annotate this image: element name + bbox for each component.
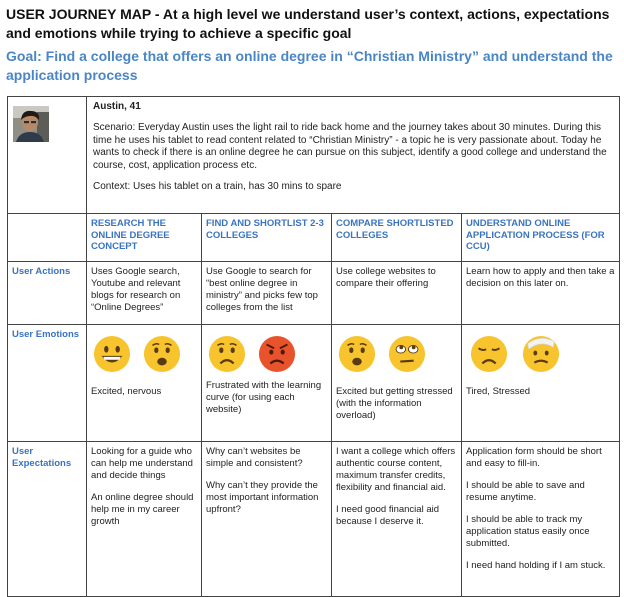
frowning-face-icon — [208, 335, 246, 373]
surprised-face-icon — [338, 335, 376, 373]
surprised-face-icon — [143, 335, 181, 373]
expectation-item: Looking for a guide who can help me understand and decide things — [91, 446, 193, 481]
action-shortlist: Use Google to search for “best online degree in ministry” and picks few top colleges from the list — [202, 262, 332, 325]
expectation-item: Why can’t websites be simple and consistent? — [206, 446, 303, 469]
expectations-shortlist — [202, 442, 332, 597]
action-compare: Use college websites to compare their offering — [332, 262, 462, 325]
sad-face-icon — [470, 335, 508, 373]
expectation-item: I need good financial aid because I deserve it. — [336, 504, 439, 527]
emotion-text-shortlist: Frustrated with the learning curve (for using each website) — [206, 380, 322, 415]
expectation-item: Why can’t they provide the most important information upfront? — [206, 480, 319, 515]
expectations-research — [87, 442, 202, 597]
emotion-text-research: Excited, nervous — [91, 386, 162, 397]
persona-context: Context: Uses his tablet on a train, has 30 mins to spare — [93, 181, 342, 192]
emotion-shortlist — [202, 325, 332, 442]
rolling-eyes-face-icon — [388, 335, 426, 373]
emotion-compare — [332, 325, 462, 442]
persona-name: Austin, 41 — [93, 101, 141, 112]
emotion-text-compare: Excited but getting stressed (with the information overload) — [336, 386, 453, 421]
stage-title-apply: UNDERSTAND ONLINE APPLICATION PROCESS (FOR CCU) — [462, 214, 620, 262]
stage-title-shortlist: FIND AND SHORTLIST 2-3 COLLEGES — [202, 214, 332, 262]
expectation-item: I want a college which offers authentic course content, maximum transfer credits, flexibility and financial aid. — [336, 446, 456, 493]
grinning-face-icon — [93, 335, 131, 373]
avatar-cell — [8, 97, 87, 214]
expectation-item: I should be able to track my application status easily once submitted. — [466, 514, 590, 549]
expectations-apply — [462, 442, 620, 597]
persona-cell — [87, 97, 620, 214]
expectation-item: I need hand holding if I am stuck. — [466, 560, 606, 571]
action-research: Uses Google search, Youtube and relevant blogs for research on “Online Degrees” — [87, 262, 202, 325]
expectations-compare — [332, 442, 462, 597]
row-label-expectations-line2: Expectations — [12, 458, 72, 469]
angry-face-icon — [258, 335, 296, 373]
row-label-expectations-line1: User — [12, 446, 34, 457]
emotion-apply — [462, 325, 620, 442]
stage-corner-cell — [8, 214, 87, 262]
persona-scenario: Scenario: Everyday Austin uses the light rail to ride back home and the journey takes about 30 minutes. During this time he uses his tablet to read content related to “Christian Ministry” - a topic he is very passionate about. Today he wants to check if there is an online degree he can pursue on this subject, identify a good college and understand the course, cost, application process etc. — [93, 122, 607, 171]
action-apply: Learn how to apply and then take a decision on this later on. — [462, 262, 620, 325]
stage-title-research: RESEARCH THE ONLINE DEGREE CONCEPT — [87, 214, 202, 262]
page-title: USER JOURNEY MAP - At a high level we understand user’s context, actions, expectations and emotions while trying to achieve a specific goal — [6, 6, 610, 41]
avatar-photo — [13, 106, 49, 142]
expectation-item: I should be able to save and resume anytime. — [466, 480, 585, 503]
emotion-text-apply: Tired, Stressed — [466, 386, 531, 397]
expectation-item: An online degree should help me in my career growth — [91, 492, 194, 527]
goal-heading: Goal: Find a college that offers an online degree in “Christian Ministry” and understand the application process — [6, 48, 613, 83]
bandaged-face-icon — [522, 335, 560, 373]
row-label-user-expectations — [8, 442, 87, 597]
stage-title-compare: COMPARE SHORTLISTED COLLEGES — [332, 214, 462, 262]
row-label-user-actions: User Actions — [8, 262, 87, 325]
journey-map-table — [7, 96, 620, 597]
row-label-user-emotions: User Emotions — [8, 325, 87, 442]
emotion-research — [87, 325, 202, 442]
expectation-item: Application form should be short and easy to fill-in. — [466, 446, 602, 469]
